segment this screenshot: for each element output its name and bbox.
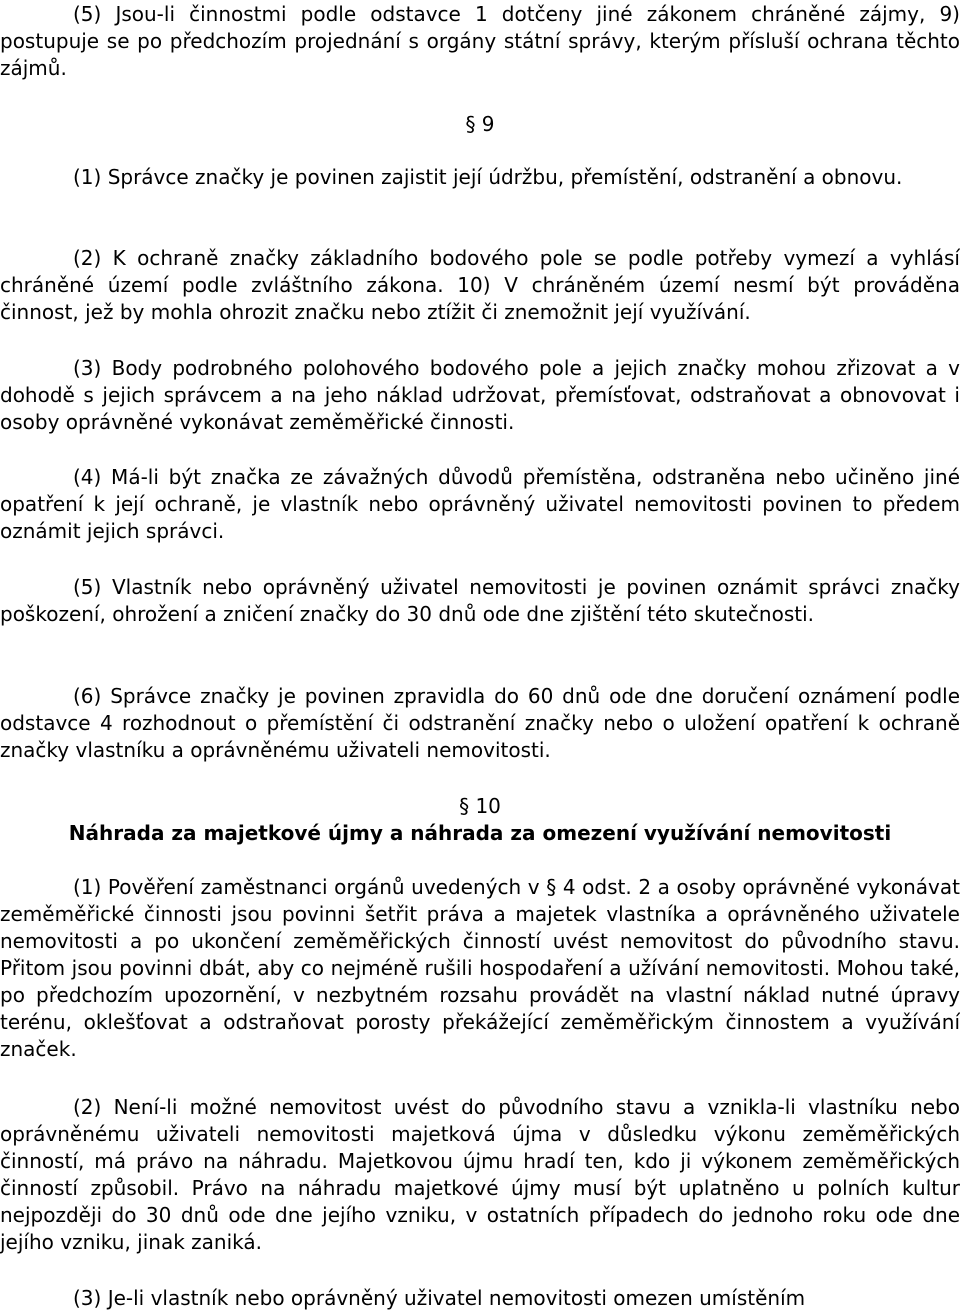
paragraph-s9-1: (1) Správce značky je povinen zajistit její údržbu, přemístění, odstranění a obnovu. (73, 165, 903, 189)
paragraph-s9-2: (2) K ochraně značky základního bodového pole se podle potřeby vymezí a vyhlásí chráněné území podle zvláštního zákona. 10) V chráněném území nesmí být prováděna činnost, jež by mohla ohrozit značku nebo ztížit či znemožnit její využívání. (0, 246, 960, 324)
paragraph-s10-3: (3) Je-li vlastník nebo oprávněný uživatel nemovitosti omezen umístěním (73, 1286, 806, 1310)
paragraph-s9-5: (5) Vlastník nebo oprávněný uživatel nemovitosti je povinen oznámit správci značky poškození, ohrožení a zničení značky do 30 dnů ode dne zjištění této skutečnosti. (0, 575, 960, 626)
paragraph-s9-3: (3) Body podrobného polohového bodového pole a jejich značky mohou zřizovat a v dohodě s jejich správcem a na jeho náklad udržovat, přemísťovat, odstraňovat a obnovovat i osoby oprávněné vykonávat zeměměřické činnosti. (0, 356, 960, 434)
section-9-heading: § 9 (465, 112, 495, 136)
paragraph-s9-4: (4) Má-li být značka ze závažných důvodů přemístěna, odstraněna nebo učiněno jiné opatření k její ochraně, je vlastník nebo oprávněný uživatel nemovitosti povinen to předem oznámit jejich správci. (0, 465, 960, 543)
paragraph-s9-6: (6) Správce značky je povinen zpravidla do 60 dnů ode dne doručení oznámení podle odstavce 4 rozhodnout o přemístění či odstranění značky nebo o uložení opatření k ochraně značky vlastníku a oprávněnému uživateli nemovitosti. (0, 684, 960, 762)
paragraph-s8-5: (5) Jsou-li činnostmi podle odstavce 1 dotčeny jiné zákonem chráněné zájmy, 9) postupuje se po předchozím projednání s orgány státní správy, kterým přísluší ochrana těchto zájmů. (0, 2, 960, 80)
section-10-heading: § 10 (459, 794, 501, 818)
paragraph-s10-1: (1) Pověření zaměstnanci orgánů uvedených v § 4 odst. 2 a osoby oprávněné vykonávat zeměměřické činnosti jsou povinni šetřit práva a majetek vlastníka a oprávněného uživatele nemovitosti a po ukončení zeměměřických činností uvést nemovitost do původního stavu. Přitom jsou povinni dbát, aby co nejméně rušili hospodaření a užívání nemovitosti. Mohou také, po předchozím upozornění, v nezbytném rozsahu provádět na vlastní náklad nutné úpravy terénu, oklešťovat a odstraňovat porosty překážející zeměměřickým činnostem a využívání značek. (0, 875, 960, 1061)
paragraph-s10-2: (2) Není-li možné nemovitost uvést do původního stavu a vznikla-li vlastníku nebo oprávněnému uživateli nemovitosti majetková újma v důsledku výkonu zeměměřických činností, má právo na náhradu. Majetkovou újmu hradí ten, kdo ji výkonem zeměměřických činností způsobil. Právo na náhradu majetkové újmy musí být uplatněno u polních kultur nejpozději do 30 dnů ode dne jejího vzniku, v ostatních případech do jednoho roku ode dne jejího vzniku, jinak zaniká. (0, 1095, 960, 1254)
section-10-title: Náhrada za majetkové újmy a náhrada za omezení využívání nemovitosti (68, 821, 892, 845)
